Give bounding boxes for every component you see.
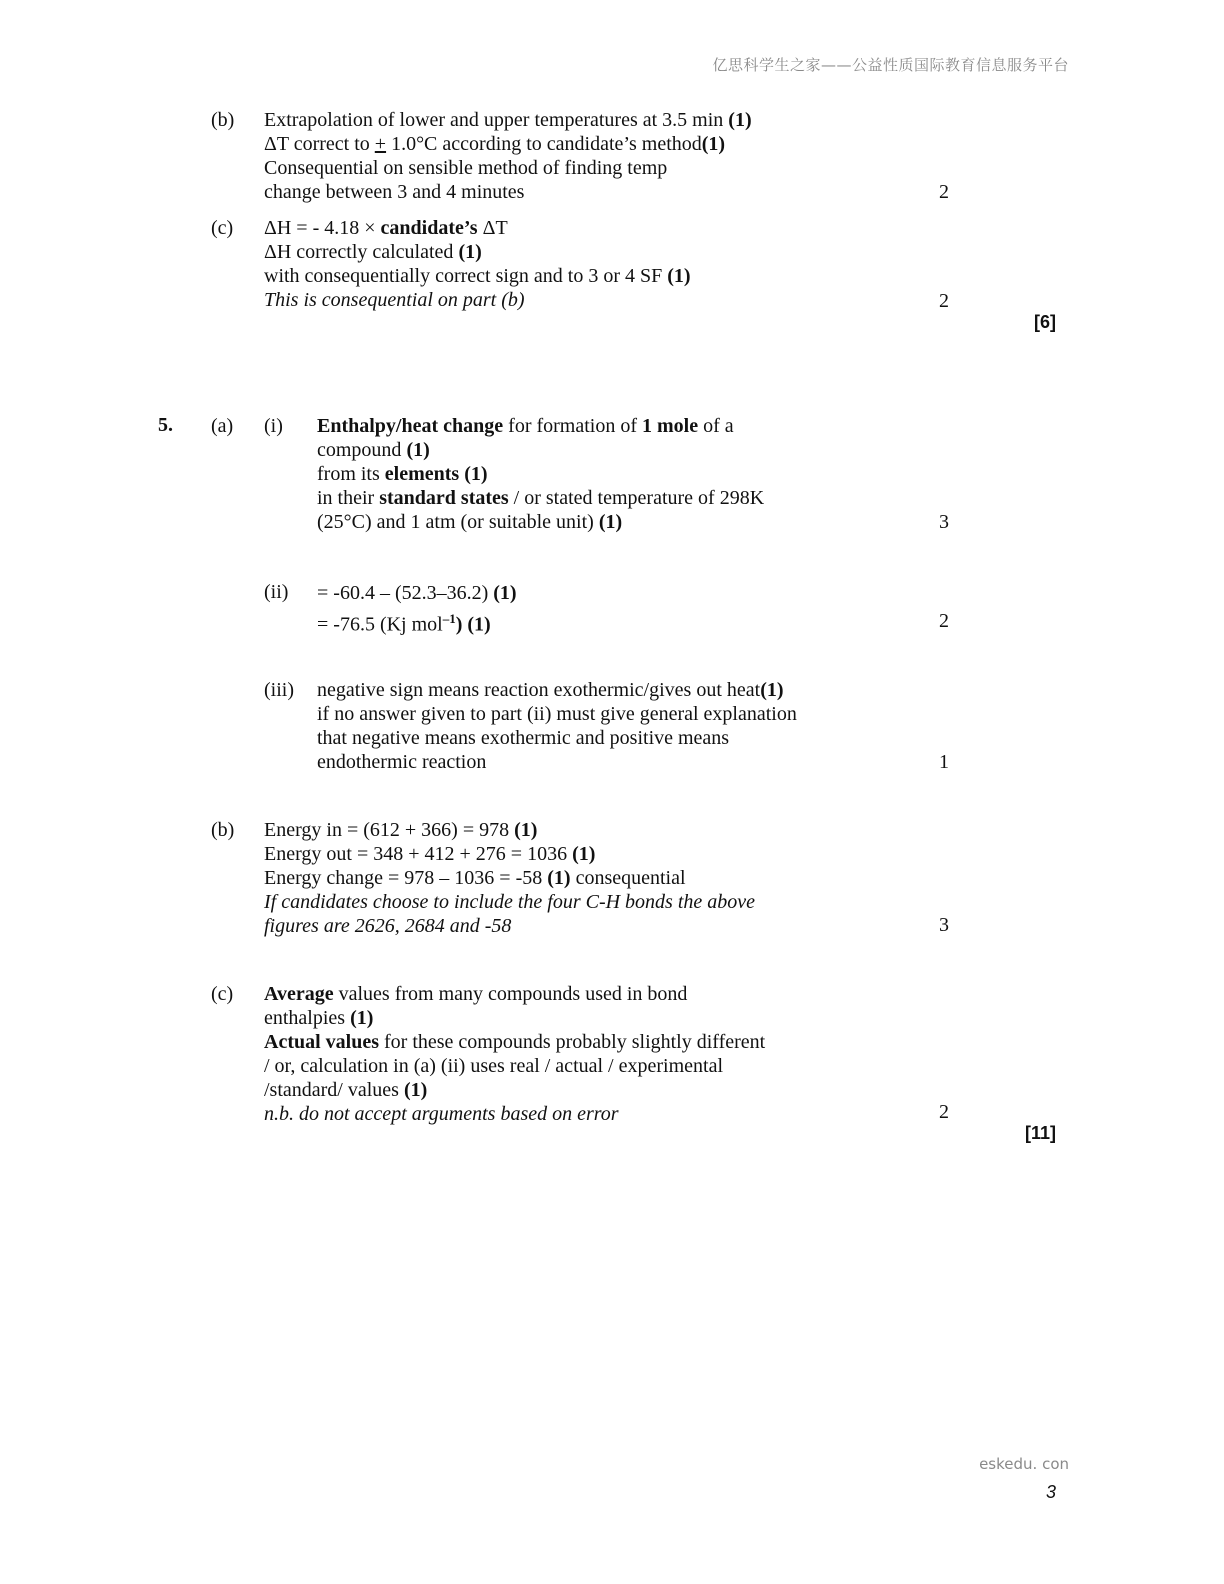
total-q5: [11] (1024, 1123, 1056, 1143)
answer-4c (264, 216, 691, 312)
text: Energy change = 978 – 1036 = -58 (264, 867, 548, 889)
mark-point: (1) (598, 511, 623, 533)
text: for formation of (503, 415, 643, 437)
text: ΔT correct to (264, 133, 375, 155)
mark-point: (1) (403, 1079, 428, 1101)
part-label-5a: (a) (211, 415, 234, 437)
text: ) (455, 613, 468, 636)
text: change between 3 and 4 minutes (264, 181, 525, 203)
text: that negative means exothermic and positive means (317, 727, 730, 749)
text: /standard/ values (264, 1079, 404, 1101)
part-label-4b: (b) (211, 109, 235, 131)
mark-point: (1) (572, 843, 596, 865)
page-number: 3 (1045, 1482, 1056, 1502)
text: in their (317, 487, 380, 509)
italic-note: figures are 2626, 2684 and -58 (264, 915, 512, 937)
part-label-5b: (b) (211, 819, 235, 841)
answer-5c (264, 982, 765, 1126)
italic-note: If candidates choose to include the four C-H bonds the above (264, 891, 756, 913)
mark-point: (1) (406, 439, 430, 461)
text: of a (698, 415, 734, 437)
mark-point: (1) (701, 133, 726, 155)
answer-5ai (317, 414, 764, 534)
subpart-label-5aii: (ii) (264, 581, 289, 603)
mark-point: (1) (350, 1007, 374, 1029)
text: ΔT (477, 217, 508, 239)
text: from its (317, 463, 385, 485)
total-q4: [6] (1034, 312, 1056, 332)
text: = -60.4 – (52.3–36.2) (317, 582, 494, 604)
question-number-5: 5. (158, 414, 173, 436)
text: endothermic reaction (317, 751, 487, 773)
text: consequential (570, 867, 686, 889)
subpart-label-5ai: (i) (264, 415, 283, 437)
answer-5aiii (317, 678, 797, 774)
mark-point: (1) (467, 613, 491, 636)
italic-note: n.b. do not accept arguments based on error (264, 1103, 619, 1125)
text: Energy out = 348 + 412 + 276 = 1036 (264, 843, 573, 865)
answer-4b (264, 108, 752, 204)
text: with consequentially correct sign and to 3 or 4 SF (264, 265, 668, 287)
text: compound (317, 439, 407, 461)
text: = -76.5 (Kj mol (317, 613, 443, 636)
superscript: –1 (442, 611, 456, 626)
text: Extrapolation of lower and upper temperatures at 3.5 min (264, 109, 724, 131)
text: / or, calculation in (a) (ii) uses real / actual / experimental (264, 1055, 724, 1077)
marks-5aiii: 1 (939, 751, 949, 773)
text: if no answer given to part (ii) must give general explanation (317, 703, 797, 725)
text: ΔH correctly calculated (264, 241, 459, 263)
text: (25°C) and 1 atm (or suitable unit) (317, 511, 599, 533)
mark-point: (1) (493, 582, 517, 604)
answer-5aii (317, 580, 517, 638)
mark-point: (1) (728, 109, 752, 131)
bold-text: Enthalpy/heat change (317, 415, 504, 437)
text: ΔH = - 4.18 × (264, 217, 381, 239)
part-label-4c: (c) (211, 217, 234, 239)
marks-4b: 2 (939, 181, 949, 203)
marks-5b: 3 (939, 914, 949, 936)
answer-5b (264, 818, 755, 938)
mark-point: (1) (514, 819, 538, 841)
marks-5aii: 2 (939, 610, 949, 632)
mark-point: (1) (547, 867, 571, 889)
mark-point: (1) (760, 679, 784, 701)
marks-5ai: 3 (939, 511, 949, 533)
footer-site: eskedu. con (979, 1455, 1069, 1473)
italic-note: This is consequential on part (b) (264, 289, 525, 311)
header-watermark: 亿思科学生之家——公益性质国际教育信息服务平台 (712, 56, 1069, 74)
mark-point: (1) (458, 241, 482, 263)
marks-5c: 2 (939, 1101, 949, 1123)
text: 1.0°C according to candidate’s method (386, 133, 702, 155)
text: negative sign means reaction exothermic/gives out heat (317, 679, 761, 701)
bold-text: elements (1) (384, 463, 488, 485)
bold-text: candidate’s (380, 217, 478, 239)
subpart-label-5aiii: (iii) (264, 679, 294, 701)
plus-minus-symbol: + (374, 133, 387, 155)
text: / or stated temperature of 298K (508, 487, 765, 509)
marks-4c: 2 (939, 290, 949, 312)
bold-text: standard states (379, 487, 509, 509)
text: values from many compounds used in bond (333, 983, 688, 1005)
text: Energy in = (612 + 366) = 978 (264, 819, 515, 841)
part-label-5c: (c) (211, 983, 234, 1005)
mark-point: (1) (667, 265, 691, 287)
text: for these compounds probably slightly different (379, 1031, 766, 1053)
bold-text: Average (264, 983, 334, 1005)
bold-text: 1 mole (642, 415, 699, 437)
text: enthalpies (264, 1007, 351, 1029)
bold-text: Actual values (264, 1031, 379, 1053)
text: Consequential on sensible method of finding temp (264, 157, 668, 179)
